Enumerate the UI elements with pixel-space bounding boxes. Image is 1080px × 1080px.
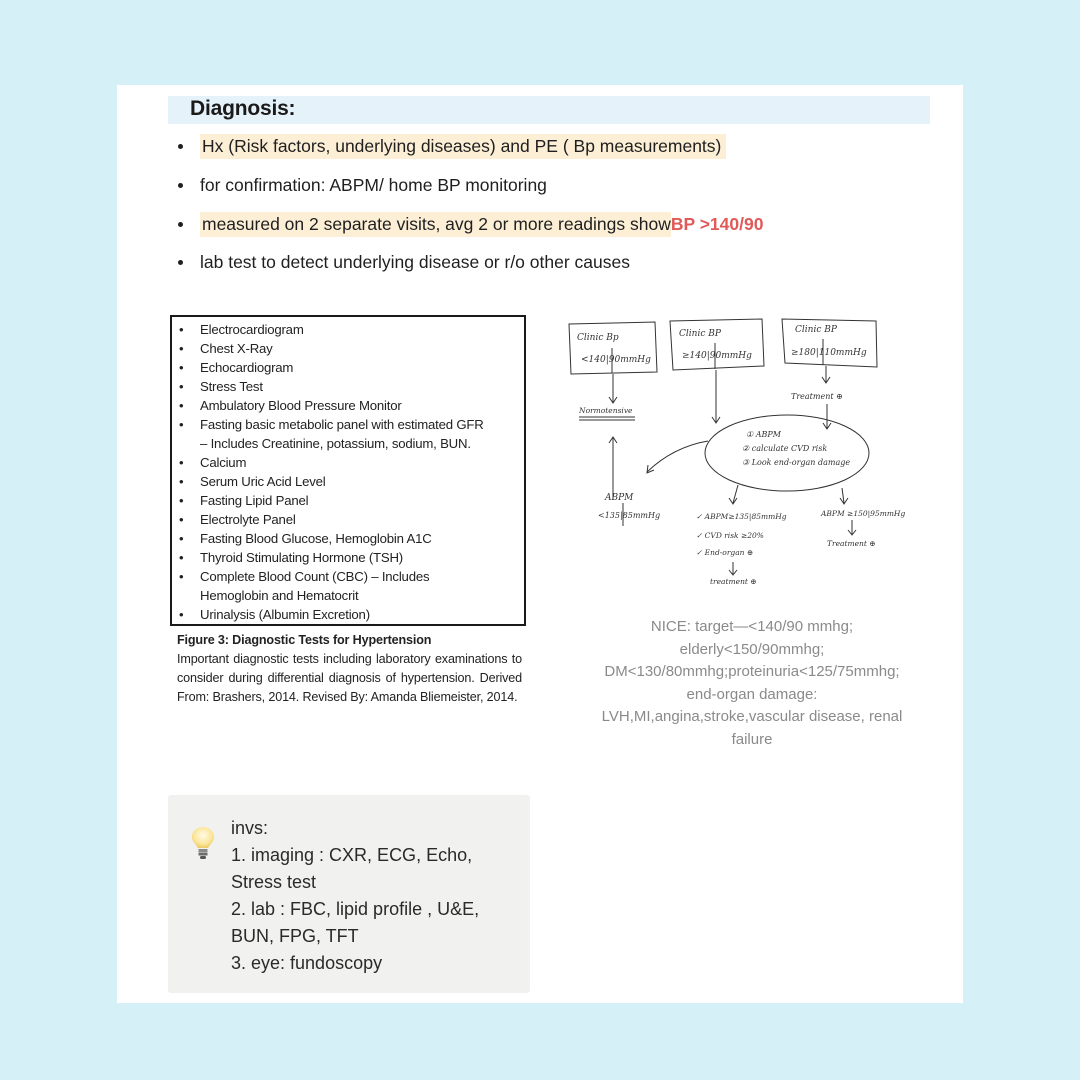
flow-box1-value: <140|90mmHg: [581, 355, 651, 365]
flow-middle-check: ✓ ABPM≥135|85mmHg: [696, 512, 787, 521]
test-item: • Chest X-Ray: [179, 341, 273, 356]
bullet-item: [175, 133, 726, 159]
caption-title: Figure 3: Diagnostic Tests for Hypertension: [177, 633, 432, 647]
page-title: Diagnosis:: [190, 97, 296, 120]
bullet-text: lab test to detect underlying disease or r/o other causes: [200, 251, 630, 272]
flow-box2-title: Clinic BP: [679, 329, 721, 339]
bullet-dot: [178, 260, 183, 265]
bullet-text: Hx (Risk factors, underlying diseases) and PE ( Bp measurements): [200, 134, 726, 159]
test-item: • Electrocardiogram: [179, 322, 304, 337]
flow-oval-line: ② calculate CVD risk: [742, 444, 828, 453]
bp-threshold-emphasis: BP >140/90: [670, 213, 764, 234]
flow-abpm-left-title: ABPM: [605, 493, 634, 503]
flow-box1-title: Clinic Bp: [577, 333, 619, 343]
flow-right-treatment: Treatment ⊕: [827, 539, 876, 548]
test-item: • Complete Blood Count (CBC) – Includes: [179, 569, 430, 584]
flow-box3-value: ≥180|110mmHg: [791, 348, 867, 358]
test-item: • Echocardiogram: [179, 360, 294, 375]
test-item-continuation: – Includes Creatinine, potassium, sodium, BUN.: [200, 436, 471, 451]
test-item: • Electrolyte Panel: [179, 512, 296, 527]
bullet-item: [175, 211, 763, 237]
flow-treatment-top: Treatment ⊕: [791, 392, 843, 401]
nice-targets-note: NICE: target—<140/90 mmhg; elderly<150/90mmhg; DM<130/80mmhg;proteinuria<125/75mmhg; end-organ damage: LVH,MI,angina,stroke,vascular disease, renal failure: [601, 618, 903, 748]
bullet-dot: [178, 183, 183, 188]
tests-list: [178, 320, 518, 624]
test-item-continuation: Hemoglobin and Hematocrit: [200, 588, 359, 603]
note-card: [117, 85, 963, 1003]
bullet-dot: [178, 222, 183, 227]
test-item: • Thyroid Stimulating Hormone (TSH): [179, 550, 403, 565]
bullet-item: [175, 249, 630, 275]
flow-middle-treatment: treatment ⊕: [710, 577, 757, 586]
test-item: • Fasting Blood Glucose, Hemoglobin A1C: [179, 531, 432, 546]
flow-middle-check: ✓ CVD risk ≥20%: [696, 531, 764, 540]
figure-caption: [177, 631, 522, 707]
bullet-dot: [178, 144, 183, 149]
investigations-callout: [168, 795, 530, 993]
callout-text: invs: 1. imaging : CXR, ECG, Echo, Stress test 2. lab : FBC, lipid profile , U&E, BUN, FPG, TFT 3. eye: fundoscopy: [231, 818, 480, 973]
flow-box3-title: Clinic BP: [795, 325, 837, 335]
heading-bar: [168, 96, 930, 124]
flow-oval-line: ① ABPM: [746, 430, 781, 439]
diagnostic-tests-figure: [170, 315, 526, 626]
flow-oval-line: ③ Look end-organ damage: [742, 458, 851, 467]
test-item: • Ambulatory Blood Pressure Monitor: [179, 398, 402, 413]
bullet-item: [175, 172, 547, 198]
flow-abpm-left-value: <135|85mmHg: [598, 511, 661, 520]
test-item: • Fasting Lipid Panel: [179, 493, 309, 508]
bp-flowchart-diagram: [565, 310, 935, 610]
bullet-text: measured on 2 separate visits, avg 2 or more readings show: [200, 212, 671, 237]
test-item: • Serum Uric Acid Level: [179, 474, 326, 489]
flow-box2-value: ≥140|90mmHg: [682, 351, 752, 361]
lightbulb-icon: [190, 825, 216, 861]
test-item: • Calcium: [179, 455, 247, 470]
flow-right-value: ABPM ≥150|95mmHg: [821, 509, 906, 518]
test-item: • Stress Test: [179, 379, 263, 394]
flow-middle-check: ✓ End-organ ⊕: [696, 548, 754, 557]
caption-body: Important diagnostic tests including laboratory examinations to consider during differential diagnosis of hypertension. Derived From: Brashers, 2014. Revised By: Amanda Bliemeister, 2014.: [177, 652, 522, 704]
test-item: • Fasting basic metabolic panel with estimated GFR: [179, 417, 484, 432]
flow-normotensive: Normotensive: [579, 406, 633, 415]
bullet-text: for confirmation: ABPM/ home BP monitoring: [200, 174, 547, 195]
test-item: • Urinalysis (Albumin Excretion): [179, 607, 370, 622]
